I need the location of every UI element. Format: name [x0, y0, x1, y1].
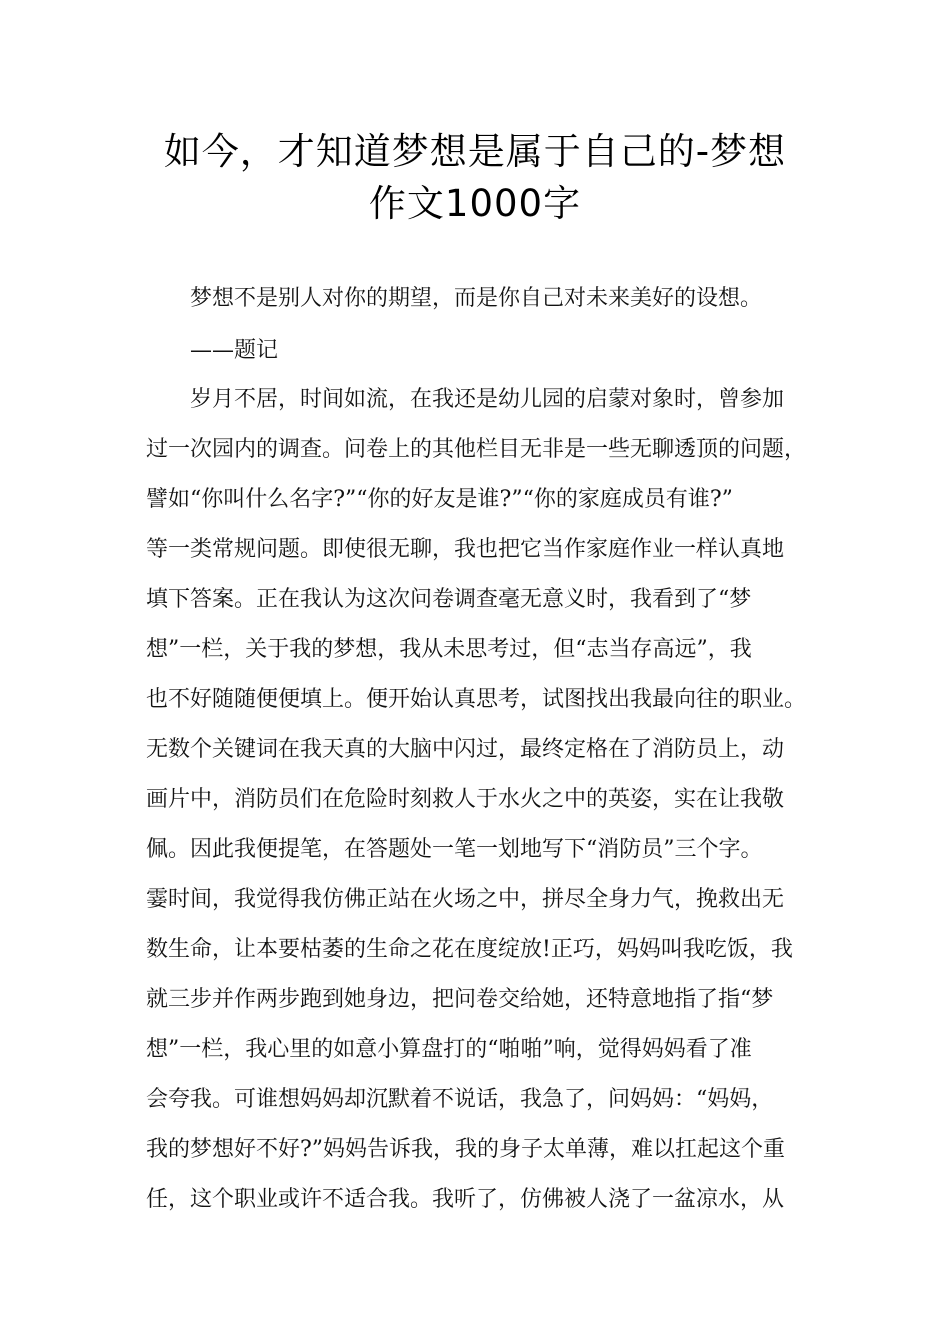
- epigraph: 梦想不是别人对你的期望，而是你自己对未来美好的设想。: [190, 286, 763, 311]
- body-line: 数生命，让本要枯萎的生命之花在度绽放!正巧，妈妈叫我吃饭，我: [146, 937, 793, 962]
- body-line: 任，这个职业或许不适合我。我听了，仿佛被人浇了一盆凉水，从: [146, 1187, 785, 1212]
- body-line: 无数个关键词在我天真的大脑中闪过，最终定格在了消防员上，动: [146, 737, 785, 762]
- body-line: 想”一栏，关于我的梦想，我从未思考过，但“志当存高远”，我: [146, 637, 752, 662]
- document-title-line-1: 如今，才知道梦想是属于自己的-梦想: [163, 130, 787, 173]
- body-line: 也不好随随便便填上。便开始认真思考，试图找出我最向往的职业。: [146, 687, 807, 712]
- body-line: 我的梦想好不好?”妈妈告诉我，我的身子太单薄，难以扛起这个重: [146, 1137, 786, 1162]
- body-line: 会夸我。可谁想妈妈却沉默着不说话，我急了，问妈妈：“妈妈，: [146, 1087, 774, 1112]
- body-line: 过一次园内的调查。问卷上的其他栏目无非是一些无聊透顶的问题，: [146, 437, 807, 462]
- body-line: 画片中，消防员们在危险时刻救人于水火之中的英姿，实在让我敬: [146, 787, 785, 812]
- body-line: 霎时间，我觉得我仿佛正站在火场之中，拼尽全身力气，挽救出无: [146, 887, 785, 912]
- body-line: 佩。因此我便提笔，在答题处一笔一划地写下“消防员”三个字。: [146, 837, 763, 862]
- epigraph-source: ——题记: [190, 338, 279, 363]
- body-line: 譬如“你叫什么名字?”“你的好友是谁?”“你的家庭成员有谁?”: [146, 487, 733, 512]
- body-line: 等一类常规问题。即使很无聊，我也把它当作家庭作业一样认真地: [146, 537, 785, 562]
- body-line: 岁月不居，时间如流，在我还是幼儿园的启蒙对象时，曾参加: [190, 387, 785, 412]
- body-line: 填下答案。正在我认为这次问卷调查毫无意义时，我看到了“梦: [146, 587, 752, 612]
- document-title-line-2: 作文1000字: [368, 182, 582, 225]
- body-line: 想”一栏，我心里的如意小算盘打的“啪啪”响，觉得妈妈看了准: [146, 1037, 752, 1062]
- body-line: 就三步并作两步跑到她身边，把问卷交给她，还特意地指了指“梦: [146, 987, 774, 1012]
